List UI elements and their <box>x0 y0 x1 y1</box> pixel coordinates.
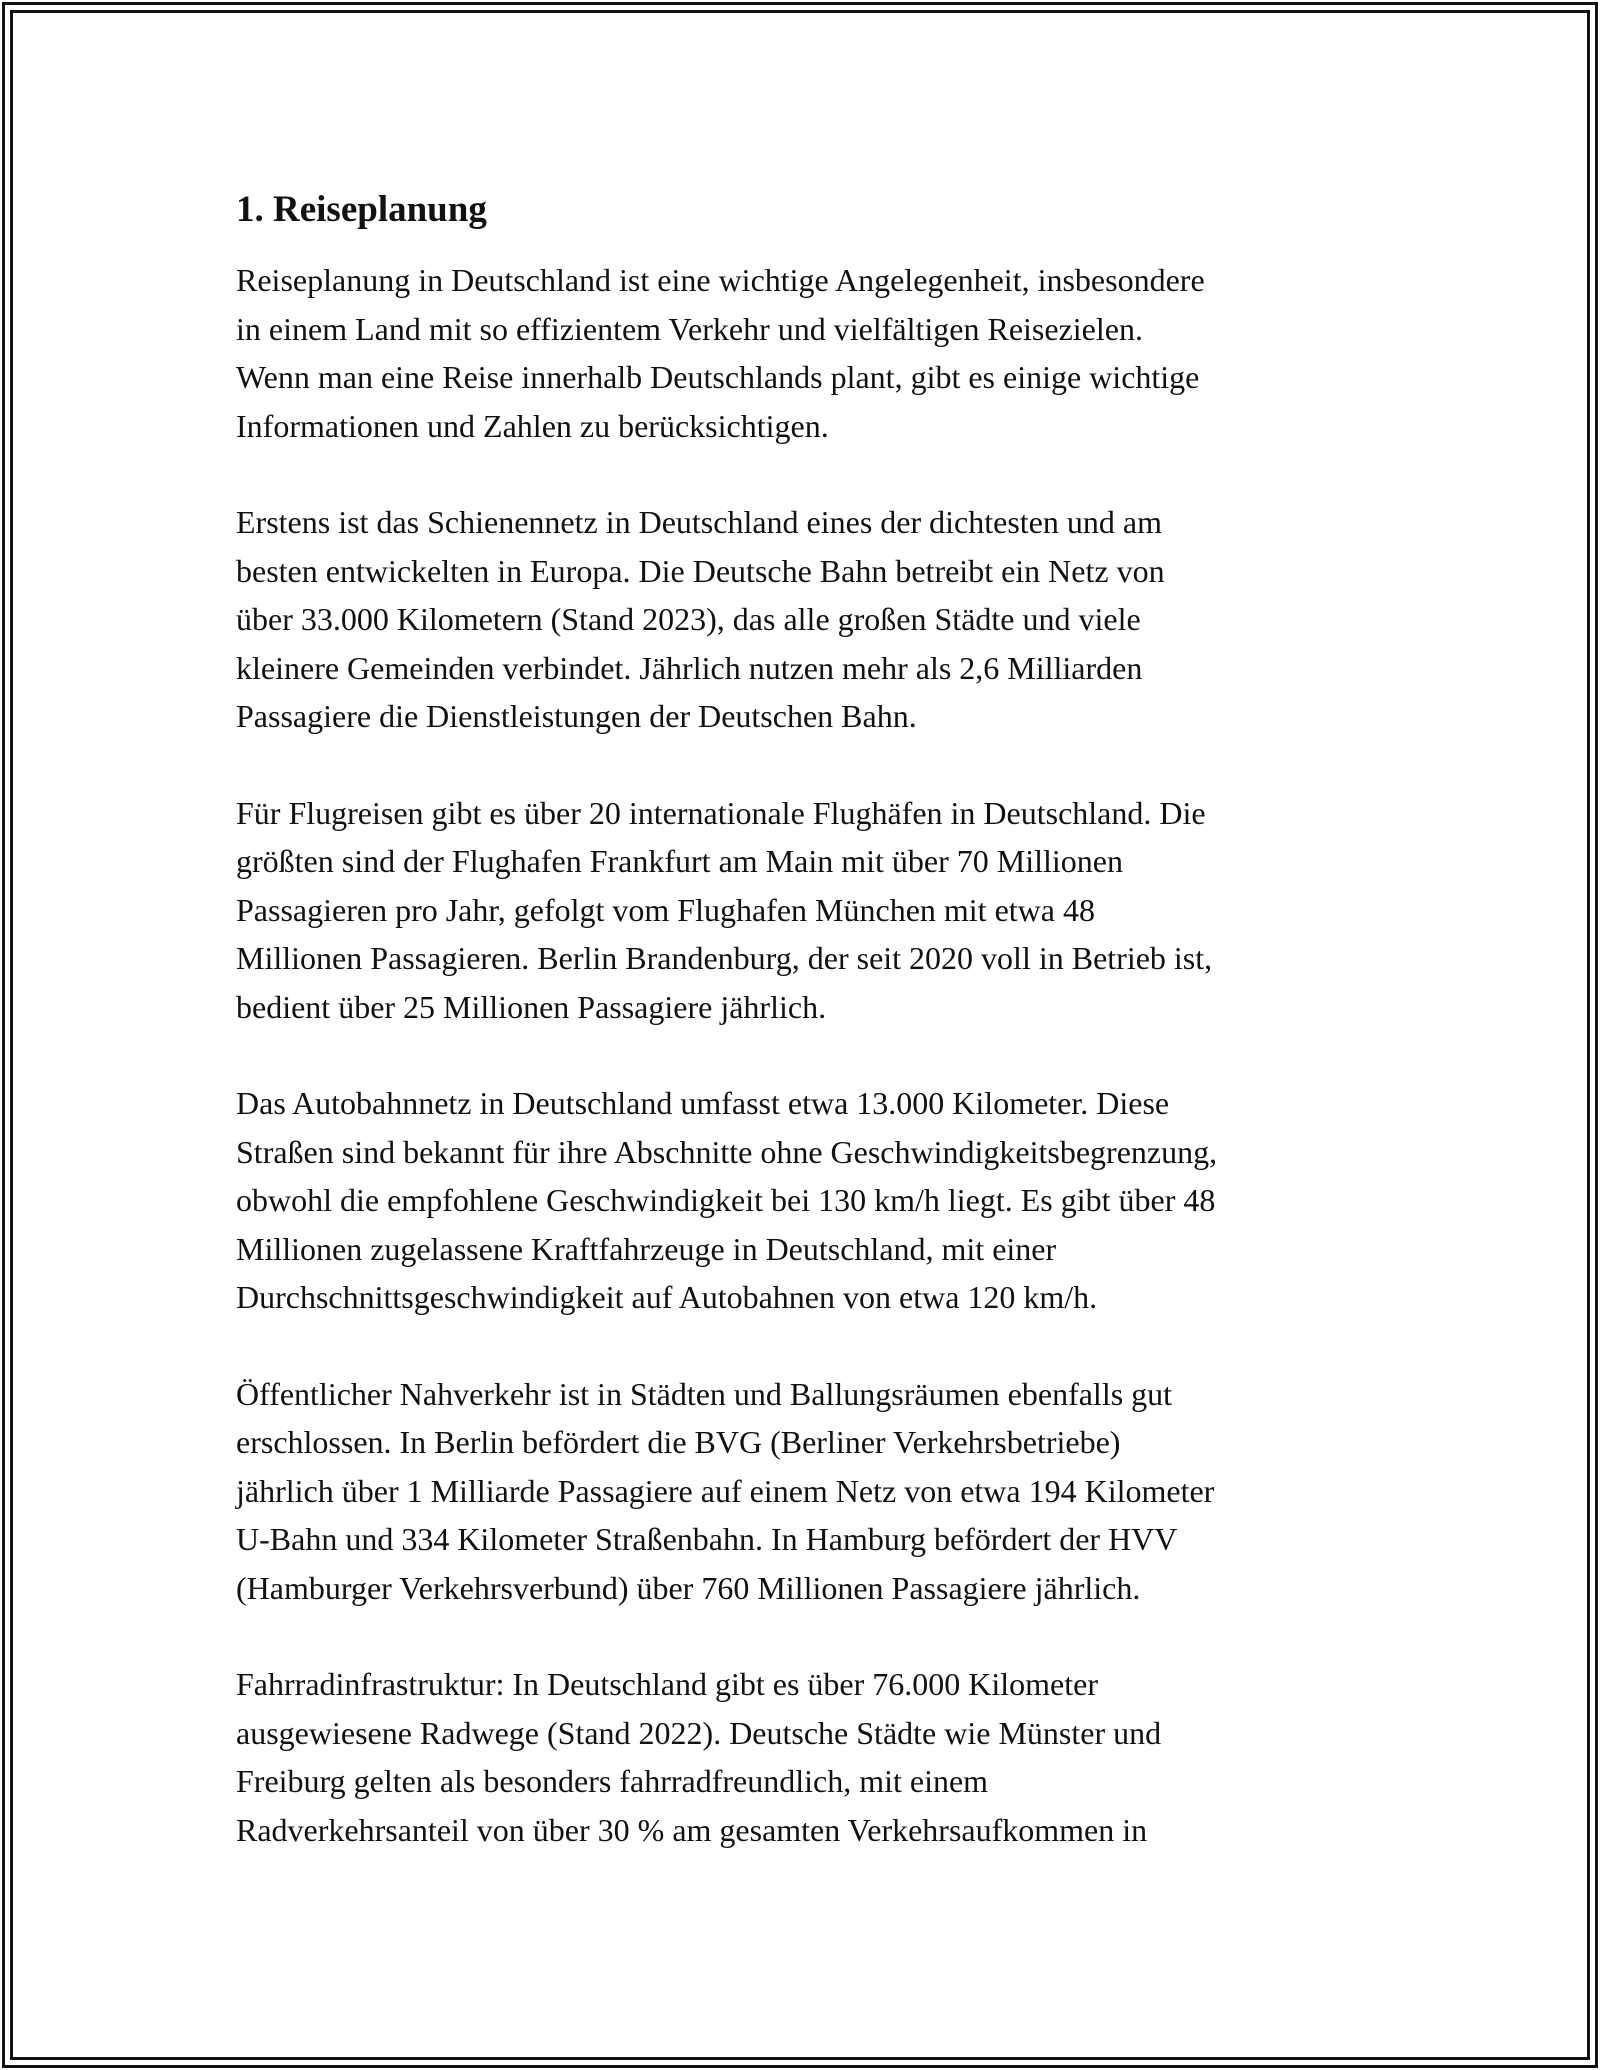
paragraph-cycling <box>236 1660 1376 1854</box>
text-line: über 33.000 Kilometern (Stand 2023), das alle großen Städte und viele <box>236 601 1141 637</box>
text-line: in einem Land mit so effizientem Verkehr und vielfältigen Reisezielen. <box>236 310 1143 347</box>
text-line: größten sind der Flughafen Frankfurt am Main mit über 70 Millionen <box>236 843 1123 879</box>
text-line: Freiburg gelten als besonders fahrradfreundlich, mit einem <box>236 1763 989 1799</box>
text-line: erschlossen. In Berlin befördert die BVG (Berliner Verkehrsbetriebe) <box>236 1424 1121 1460</box>
text-line: Wenn man eine Reise innerhalb Deutschlands plant, gibt es einige wichtige <box>236 359 1200 395</box>
text-line: Durchschnittsgeschwindigkeit auf Autobahnen von etwa 120 km/h. <box>236 1279 1098 1315</box>
paragraph-rail <box>236 498 1376 741</box>
text-line: ausgewiesene Radwege (Stand 2022). Deutsche Städte wie Münster und <box>236 1714 1162 1751</box>
paragraph-public-transport <box>236 1370 1376 1613</box>
text-line: U-Bahn und 334 Kilometer Straßenbahn. In Hamburg befördert der HVV <box>236 1521 1178 1557</box>
text-line: Für Flugreisen gibt es über 20 internationale Flughäfen in Deutschland. Die <box>236 794 1206 831</box>
text-line: Passagiere die Dienstleistungen der Deutschen Bahn. <box>236 698 917 734</box>
paragraph-air-travel <box>236 789 1376 1032</box>
text-line: Passagieren pro Jahr, gefolgt vom Flughafen München mit etwa 48 <box>236 891 1095 928</box>
text-line: Das Autobahnnetz in Deutschland umfasst etwa 13.000 Kilometer. Diese <box>236 1085 1170 1121</box>
text-line: Millionen zugelassene Kraftfahrzeuge in Deutschland, mit einer <box>236 1230 1057 1267</box>
document-body <box>236 186 1376 1902</box>
text-line: Straßen sind bekannt für ihre Abschnitte ohne Geschwindigkeitsbegrenzung, <box>236 1133 1218 1170</box>
paragraph-autobahn <box>236 1079 1376 1322</box>
text-line: Informationen und Zahlen zu berücksichtigen. <box>236 407 829 444</box>
text-line: Fahrradinfrastruktur: In Deutschland gibt es über 76.000 Kilometer <box>236 1666 1098 1702</box>
paragraph-intro <box>236 256 1376 450</box>
text-line: Erstens ist das Schienennetz in Deutschland eines der dichtesten und am <box>236 504 1162 540</box>
text-line: Öffentlicher Nahverkehr ist in Städten und Ballungsräumen ebenfalls gut <box>236 1375 1173 1412</box>
section-heading: 1. Reiseplanung <box>236 189 487 230</box>
text-line: bedient über 25 Millionen Passagiere jährlich. <box>236 988 827 1025</box>
text-line: obwohl die empfohlene Geschwindigkeit bei 130 km/h liegt. Es gibt über 48 <box>236 1182 1216 1218</box>
text-line: (Hamburger Verkehrsverbund) über 760 Millionen Passagiere jährlich. <box>236 1569 1141 1606</box>
text-line: kleinere Gemeinden verbindet. Jährlich nutzen mehr als 2,6 Milliarden <box>236 649 1143 686</box>
text-line: besten entwickelten in Europa. Die Deutsche Bahn betreibt ein Netz von <box>236 552 1165 589</box>
text-line: Millionen Passagieren. Berlin Brandenburg, der seit 2020 voll in Betrieb ist, <box>236 940 1213 976</box>
text-line: Radverkehrsanteil von über 30 % am gesamten Verkehrsaufkommen in <box>236 1811 1148 1848</box>
text-line: Reiseplanung in Deutschland ist eine wichtige Angelegenheit, insbesondere <box>236 262 1205 298</box>
text-line: jährlich über 1 Milliarde Passagiere auf einem Netz von etwa 194 Kilometer <box>236 1472 1215 1509</box>
